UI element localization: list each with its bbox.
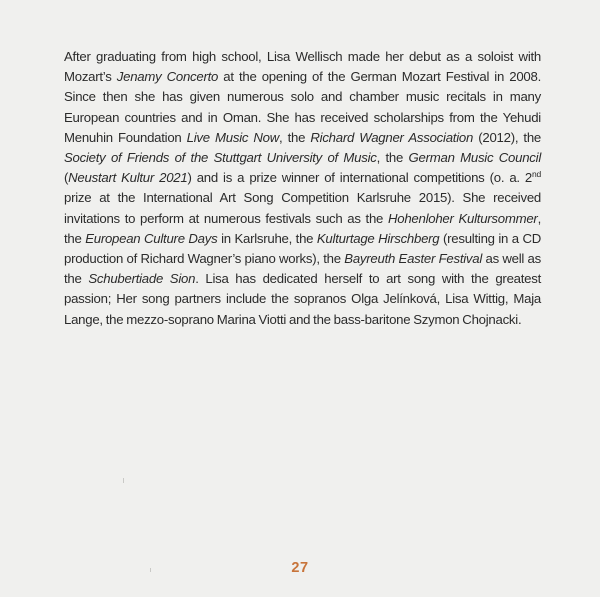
text-run: , the [376,150,409,166]
italic-title: Live Music Now [186,129,280,145]
italic-title: European Culture Days [85,230,218,246]
text-run: at the opening of the German Mozart Festival in 2008. Since then she has given numerous solo and chamber music recitals in many European countries and in Oman. She has received scholarships from the Yehudi Menuhin Foundation [64,69,541,145]
text-run: After graduating from high school, Lisa Wellisch made her debut as a soloist with Mozart’s [64,49,541,85]
text-run: prize at the International Art Song Competition Karlsruhe 2015). She received invitations to perform at numerous festivals such as the [64,190,541,226]
text-run: in Karlsruhe, the [217,230,317,246]
scan-speck [123,478,124,483]
italic-title: Bayreuth Easter Festival [344,251,483,267]
text-run: , the [279,129,311,145]
scan-speck [150,568,151,572]
text-run: . Lisa has dedicated herself to art song with the greatest passion; Her song partners include the sopranos Olga Jelínková, Lisa Wittig, Maja Lange, the mezzo-soprano Marina Viotti and the bass-baritone Szymon Chojnacki. [64,271,542,327]
italic-title: Society of Friends of the Stuttgart University of Music [64,150,377,166]
italic-title: Schubertiade Sion [88,271,196,287]
text-run: , the [64,210,541,246]
page-number: 27 [291,560,309,576]
italic-title: Richard Wagner Association [310,129,474,145]
italic-title: Jenamy Concerto [116,69,219,85]
text-run: as well as the [64,251,541,287]
text-run: ) and is a prize winner of international competitions (o. a. 2 [187,170,533,186]
ordinal-superscript: nd [532,169,541,180]
italic-title: German Music Council [408,150,542,166]
italic-title: Neustart Kultur 2021 [68,170,188,186]
biography-paragraph [64,47,541,330]
text-run: ( [64,170,69,186]
italic-title: Kulturtage Hirschberg [316,230,440,246]
text-run: (2012), the [473,129,542,145]
italic-title: Hohenloher Kultursommer [387,210,538,226]
text-run: (resulting in a CD production of Richard Wagner’s piano works), the [64,230,542,267]
